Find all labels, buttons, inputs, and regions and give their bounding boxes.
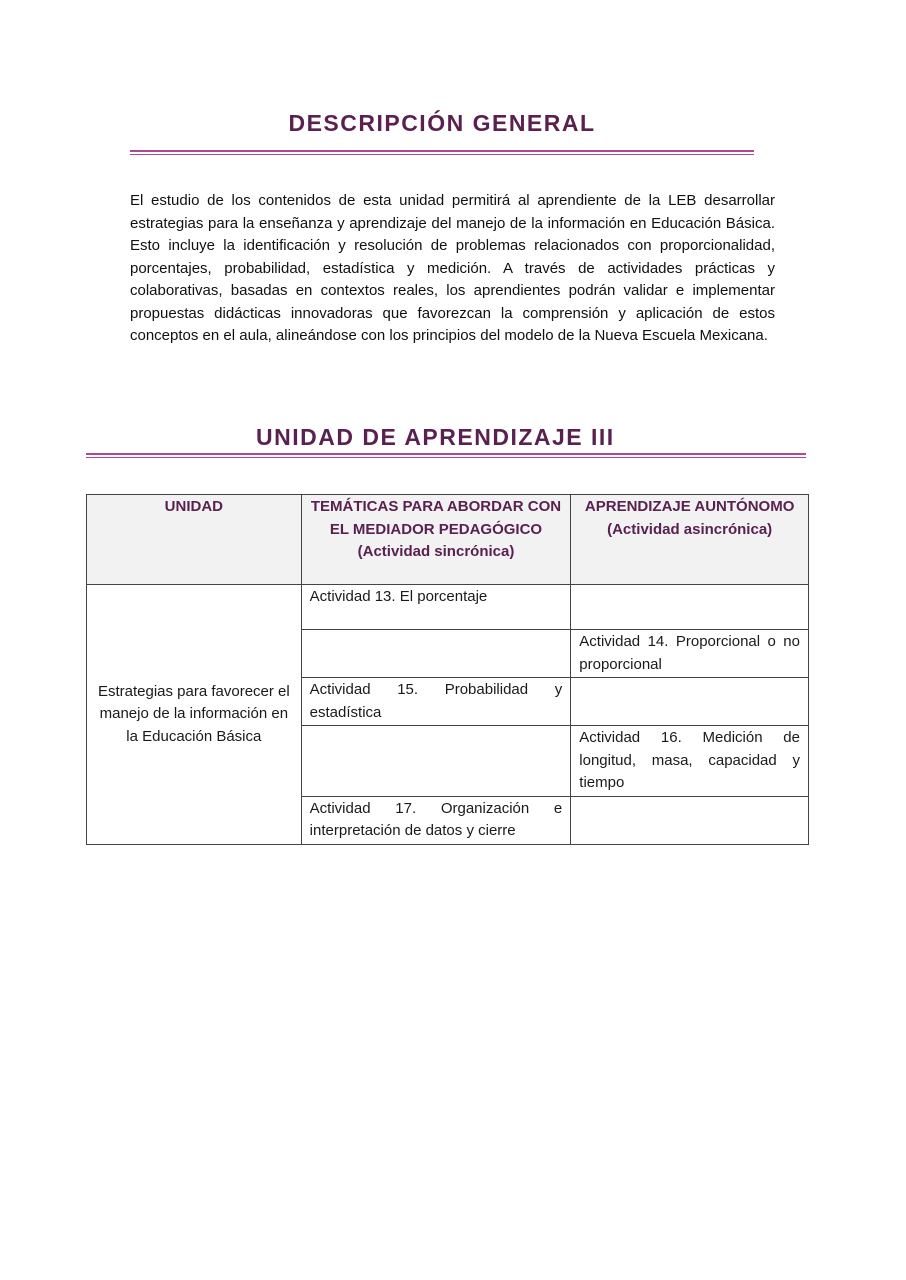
async-activity-cell: [571, 678, 809, 726]
header-unidad: UNIDAD: [87, 495, 302, 585]
header-aprendizaje-sub: (Actividad asincrónica): [607, 520, 773, 538]
sync-activity-cell: [301, 726, 571, 797]
table-header-row: [87, 495, 809, 585]
async-activity-cell: [571, 585, 809, 630]
table-row: [87, 585, 809, 630]
header-aprendizaje: APRENDIZAJE AUNTÓNOMO (Actividad asincrónica): [571, 495, 809, 585]
async-activity-cell: Actividad 14. Proporcional o no proporcional: [571, 630, 809, 678]
unit-name-cell: Estrategias para favorecer el manejo de la información en la Educación Básica: [87, 585, 302, 845]
activities-table: [86, 494, 809, 845]
section-title-descripcion: DESCRIPCIÓN GENERAL: [288, 110, 596, 136]
sync-activity-cell: [301, 630, 571, 678]
sync-activity-cell: Actividad 17. Organización e interpretación de datos y cierre: [301, 796, 571, 844]
title-underline: [86, 453, 806, 458]
header-tematicas-sub: (Actividad sincrónica): [357, 543, 515, 560]
header-tematicas: TEMÁTICAS PARA ABORDAR CON EL MEDIADOR PEDAGÓGICO (Actividad sincrónica): [301, 495, 571, 585]
section-title-unidad: UNIDAD DE APRENDIZAJE III: [256, 424, 615, 450]
async-activity-cell: [571, 796, 809, 844]
sync-activity-cell: Actividad 15. Probabilidad y estadística: [301, 678, 571, 726]
title-underline: [130, 150, 754, 155]
sync-activity-cell: Actividad 13. El porcentaje: [301, 585, 571, 630]
async-activity-cell: Actividad 16. Medición de longitud, masa, capacidad y tiempo: [571, 726, 809, 797]
description-paragraph: El estudio de los contenidos de esta unidad permitirá al aprendiente de la LEB desarrollar estrategias para la enseñanza y aprendizaje del manejo de la información en Educación Básica. Esto incluye la identificación y resolución de problemas relacionados con proporcionalidad, porcentajes, probabilidad, estadística y medición. A través de actividades prácticas y colaborativas, basadas en contextos reales, los aprendientes podrán validar e implementar propuestas didácticas innovadoras que favorezcan la comprensión y aplicación de estos conceptos en el aula, alineándose con los principios del modelo de la Nueva Escuela Mexicana.: [130, 192, 775, 344]
